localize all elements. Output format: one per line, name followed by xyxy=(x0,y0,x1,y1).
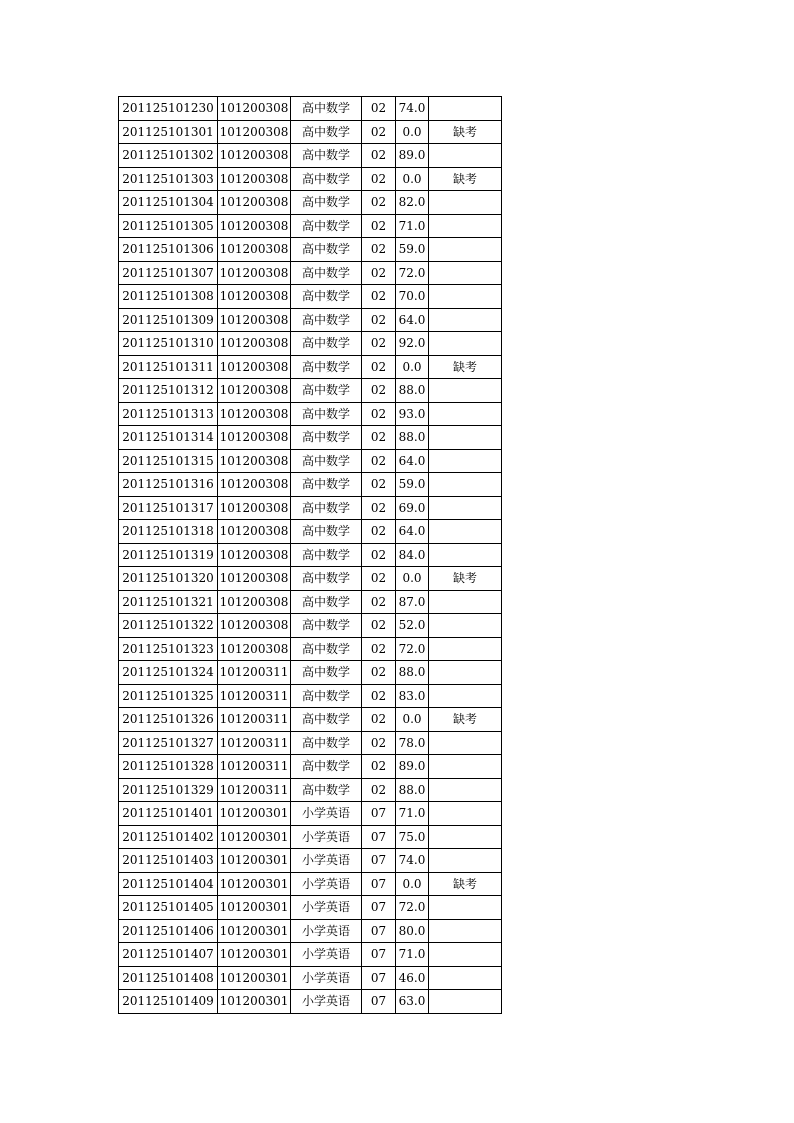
subject-cell: 高中数学 xyxy=(291,144,362,168)
exam-code-cell: 101200311 xyxy=(218,731,291,755)
score-cell: 52.0 xyxy=(396,614,429,638)
remark-cell xyxy=(429,755,502,779)
exam-code-cell: 101200308 xyxy=(218,120,291,144)
table-row xyxy=(119,261,502,285)
subject-cell: 小学英语 xyxy=(291,919,362,943)
subject-cell: 高中数学 xyxy=(291,755,362,779)
score-cell: 0.0 xyxy=(396,567,429,591)
table-row xyxy=(119,97,502,121)
candidate-id-cell: 201125101404 xyxy=(119,872,218,896)
remark-cell: 缺考 xyxy=(429,120,502,144)
table-row xyxy=(119,708,502,732)
score-cell: 83.0 xyxy=(396,684,429,708)
score-cell: 88.0 xyxy=(396,426,429,450)
remark-cell xyxy=(429,214,502,238)
exam-code-cell: 101200308 xyxy=(218,473,291,497)
table-row xyxy=(119,379,502,403)
score-cell: 88.0 xyxy=(396,379,429,403)
subject-cell: 高中数学 xyxy=(291,614,362,638)
group-code-cell: 02 xyxy=(362,379,396,403)
remark-cell xyxy=(429,896,502,920)
group-code-cell: 02 xyxy=(362,261,396,285)
score-cell: 71.0 xyxy=(396,214,429,238)
exam-code-cell: 101200308 xyxy=(218,238,291,262)
score-table xyxy=(118,96,502,1014)
group-code-cell: 02 xyxy=(362,191,396,215)
remark-cell xyxy=(429,285,502,309)
table-row xyxy=(119,966,502,990)
table-row xyxy=(119,238,502,262)
group-code-cell: 02 xyxy=(362,332,396,356)
exam-code-cell: 101200308 xyxy=(218,426,291,450)
candidate-id-cell: 201125101405 xyxy=(119,896,218,920)
candidate-id-cell: 201125101315 xyxy=(119,449,218,473)
candidate-id-cell: 201125101323 xyxy=(119,637,218,661)
remark-cell xyxy=(429,966,502,990)
table-row xyxy=(119,896,502,920)
score-cell: 0.0 xyxy=(396,708,429,732)
candidate-id-cell: 201125101310 xyxy=(119,332,218,356)
group-code-cell: 02 xyxy=(362,144,396,168)
subject-cell: 高中数学 xyxy=(291,567,362,591)
score-cell: 64.0 xyxy=(396,449,429,473)
exam-code-cell: 101200311 xyxy=(218,684,291,708)
subject-cell: 高中数学 xyxy=(291,543,362,567)
group-code-cell: 02 xyxy=(362,167,396,191)
score-cell: 71.0 xyxy=(396,943,429,967)
subject-cell: 高中数学 xyxy=(291,308,362,332)
table-row xyxy=(119,191,502,215)
subject-cell: 高中数学 xyxy=(291,778,362,802)
table-row xyxy=(119,849,502,873)
remark-cell xyxy=(429,614,502,638)
table-row xyxy=(119,285,502,309)
score-cell: 82.0 xyxy=(396,191,429,215)
candidate-id-cell: 201125101317 xyxy=(119,496,218,520)
table-row xyxy=(119,402,502,426)
score-cell: 78.0 xyxy=(396,731,429,755)
exam-code-cell: 101200308 xyxy=(218,637,291,661)
subject-cell: 小学英语 xyxy=(291,849,362,873)
group-code-cell: 02 xyxy=(362,590,396,614)
score-cell: 92.0 xyxy=(396,332,429,356)
table-row xyxy=(119,144,502,168)
group-code-cell: 07 xyxy=(362,849,396,873)
score-cell: 64.0 xyxy=(396,308,429,332)
subject-cell: 高中数学 xyxy=(291,285,362,309)
exam-code-cell: 101200308 xyxy=(218,144,291,168)
score-cell: 80.0 xyxy=(396,919,429,943)
table-row xyxy=(119,496,502,520)
exam-code-cell: 101200308 xyxy=(218,590,291,614)
candidate-id-cell: 201125101328 xyxy=(119,755,218,779)
remark-cell xyxy=(429,144,502,168)
subject-cell: 高中数学 xyxy=(291,238,362,262)
candidate-id-cell: 201125101318 xyxy=(119,520,218,544)
remark-cell xyxy=(429,731,502,755)
score-cell: 89.0 xyxy=(396,755,429,779)
subject-cell: 高中数学 xyxy=(291,661,362,685)
exam-code-cell: 101200311 xyxy=(218,661,291,685)
exam-code-cell: 101200308 xyxy=(218,261,291,285)
group-code-cell: 02 xyxy=(362,637,396,661)
table-row xyxy=(119,943,502,967)
candidate-id-cell: 201125101403 xyxy=(119,849,218,873)
group-code-cell: 07 xyxy=(362,896,396,920)
score-cell: 46.0 xyxy=(396,966,429,990)
group-code-cell: 02 xyxy=(362,684,396,708)
candidate-id-cell: 201125101305 xyxy=(119,214,218,238)
subject-cell: 高中数学 xyxy=(291,496,362,520)
exam-code-cell: 101200301 xyxy=(218,896,291,920)
subject-cell: 高中数学 xyxy=(291,355,362,379)
score-cell: 74.0 xyxy=(396,849,429,873)
exam-code-cell: 101200301 xyxy=(218,825,291,849)
exam-code-cell: 101200308 xyxy=(218,97,291,121)
exam-code-cell: 101200308 xyxy=(218,379,291,403)
score-cell: 0.0 xyxy=(396,120,429,144)
candidate-id-cell: 201125101401 xyxy=(119,802,218,826)
table-row xyxy=(119,120,502,144)
exam-code-cell: 101200308 xyxy=(218,449,291,473)
exam-code-cell: 101200308 xyxy=(218,285,291,309)
remark-cell xyxy=(429,402,502,426)
remark-cell: 缺考 xyxy=(429,708,502,732)
table-row xyxy=(119,684,502,708)
subject-cell: 高中数学 xyxy=(291,402,362,426)
group-code-cell: 02 xyxy=(362,661,396,685)
candidate-id-cell: 201125101326 xyxy=(119,708,218,732)
table-row xyxy=(119,567,502,591)
candidate-id-cell: 201125101230 xyxy=(119,97,218,121)
subject-cell: 高中数学 xyxy=(291,684,362,708)
remark-cell: 缺考 xyxy=(429,567,502,591)
remark-cell xyxy=(429,778,502,802)
exam-code-cell: 101200308 xyxy=(218,567,291,591)
table-row xyxy=(119,449,502,473)
remark-cell xyxy=(429,238,502,262)
score-cell: 69.0 xyxy=(396,496,429,520)
table-row xyxy=(119,543,502,567)
group-code-cell: 07 xyxy=(362,943,396,967)
subject-cell: 高中数学 xyxy=(291,590,362,614)
remark-cell xyxy=(429,919,502,943)
exam-code-cell: 101200311 xyxy=(218,778,291,802)
group-code-cell: 02 xyxy=(362,614,396,638)
table-row xyxy=(119,990,502,1014)
group-code-cell: 02 xyxy=(362,708,396,732)
remark-cell xyxy=(429,849,502,873)
exam-code-cell: 101200311 xyxy=(218,708,291,732)
table-row xyxy=(119,167,502,191)
subject-cell: 小学英语 xyxy=(291,966,362,990)
group-code-cell: 07 xyxy=(362,919,396,943)
candidate-id-cell: 201125101304 xyxy=(119,191,218,215)
remark-cell xyxy=(429,543,502,567)
score-cell: 84.0 xyxy=(396,543,429,567)
score-cell: 59.0 xyxy=(396,238,429,262)
score-cell: 0.0 xyxy=(396,167,429,191)
candidate-id-cell: 201125101311 xyxy=(119,355,218,379)
subject-cell: 高中数学 xyxy=(291,731,362,755)
score-cell: 88.0 xyxy=(396,778,429,802)
group-code-cell: 02 xyxy=(362,285,396,309)
group-code-cell: 07 xyxy=(362,802,396,826)
subject-cell: 高中数学 xyxy=(291,637,362,661)
score-cell: 63.0 xyxy=(396,990,429,1014)
exam-code-cell: 101200301 xyxy=(218,872,291,896)
remark-cell xyxy=(429,426,502,450)
group-code-cell: 02 xyxy=(362,426,396,450)
exam-code-cell: 101200311 xyxy=(218,755,291,779)
exam-code-cell: 101200308 xyxy=(218,332,291,356)
exam-code-cell: 101200301 xyxy=(218,802,291,826)
candidate-id-cell: 201125101312 xyxy=(119,379,218,403)
remark-cell: 缺考 xyxy=(429,872,502,896)
candidate-id-cell: 201125101327 xyxy=(119,731,218,755)
subject-cell: 高中数学 xyxy=(291,426,362,450)
candidate-id-cell: 201125101308 xyxy=(119,285,218,309)
table-row xyxy=(119,637,502,661)
table-row xyxy=(119,214,502,238)
remark-cell xyxy=(429,943,502,967)
remark-cell xyxy=(429,97,502,121)
candidate-id-cell: 201125101303 xyxy=(119,167,218,191)
candidate-id-cell: 201125101406 xyxy=(119,919,218,943)
subject-cell: 高中数学 xyxy=(291,449,362,473)
candidate-id-cell: 201125101319 xyxy=(119,543,218,567)
score-cell: 64.0 xyxy=(396,520,429,544)
subject-cell: 小学英语 xyxy=(291,802,362,826)
candidate-id-cell: 201125101316 xyxy=(119,473,218,497)
group-code-cell: 07 xyxy=(362,990,396,1014)
group-code-cell: 02 xyxy=(362,449,396,473)
exam-code-cell: 101200301 xyxy=(218,849,291,873)
score-cell: 0.0 xyxy=(396,355,429,379)
remark-cell: 缺考 xyxy=(429,167,502,191)
group-code-cell: 07 xyxy=(362,825,396,849)
candidate-id-cell: 201125101324 xyxy=(119,661,218,685)
group-code-cell: 02 xyxy=(362,355,396,379)
subject-cell: 高中数学 xyxy=(291,191,362,215)
subject-cell: 高中数学 xyxy=(291,97,362,121)
remark-cell xyxy=(429,520,502,544)
group-code-cell: 02 xyxy=(362,755,396,779)
subject-cell: 高中数学 xyxy=(291,261,362,285)
table-row xyxy=(119,426,502,450)
score-cell: 59.0 xyxy=(396,473,429,497)
group-code-cell: 02 xyxy=(362,543,396,567)
remark-cell xyxy=(429,637,502,661)
group-code-cell: 07 xyxy=(362,966,396,990)
candidate-id-cell: 201125101322 xyxy=(119,614,218,638)
score-cell: 74.0 xyxy=(396,97,429,121)
score-cell: 89.0 xyxy=(396,144,429,168)
group-code-cell: 02 xyxy=(362,778,396,802)
candidate-id-cell: 201125101314 xyxy=(119,426,218,450)
table-row xyxy=(119,614,502,638)
candidate-id-cell: 201125101321 xyxy=(119,590,218,614)
subject-cell: 高中数学 xyxy=(291,520,362,544)
table-row xyxy=(119,590,502,614)
group-code-cell: 02 xyxy=(362,402,396,426)
score-table-body xyxy=(119,97,502,1014)
remark-cell xyxy=(429,825,502,849)
remark-cell xyxy=(429,308,502,332)
remark-cell xyxy=(429,802,502,826)
subject-cell: 高中数学 xyxy=(291,167,362,191)
subject-cell: 小学英语 xyxy=(291,825,362,849)
exam-code-cell: 101200308 xyxy=(218,308,291,332)
exam-code-cell: 101200301 xyxy=(218,919,291,943)
exam-code-cell: 101200308 xyxy=(218,167,291,191)
score-cell: 72.0 xyxy=(396,637,429,661)
remark-cell xyxy=(429,684,502,708)
candidate-id-cell: 201125101320 xyxy=(119,567,218,591)
remark-cell xyxy=(429,590,502,614)
score-cell: 0.0 xyxy=(396,872,429,896)
subject-cell: 小学英语 xyxy=(291,990,362,1014)
group-code-cell: 02 xyxy=(362,308,396,332)
exam-code-cell: 101200308 xyxy=(218,543,291,567)
score-cell: 88.0 xyxy=(396,661,429,685)
remark-cell xyxy=(429,191,502,215)
exam-code-cell: 101200308 xyxy=(218,191,291,215)
remark-cell xyxy=(429,496,502,520)
remark-cell: 缺考 xyxy=(429,355,502,379)
candidate-id-cell: 201125101301 xyxy=(119,120,218,144)
score-cell: 71.0 xyxy=(396,802,429,826)
remark-cell xyxy=(429,332,502,356)
candidate-id-cell: 201125101402 xyxy=(119,825,218,849)
table-row xyxy=(119,332,502,356)
table-row xyxy=(119,872,502,896)
score-cell: 87.0 xyxy=(396,590,429,614)
remark-cell xyxy=(429,379,502,403)
candidate-id-cell: 201125101325 xyxy=(119,684,218,708)
group-code-cell: 02 xyxy=(362,567,396,591)
table-row xyxy=(119,731,502,755)
exam-code-cell: 101200308 xyxy=(218,402,291,426)
subject-cell: 小学英语 xyxy=(291,896,362,920)
candidate-id-cell: 201125101306 xyxy=(119,238,218,262)
table-row xyxy=(119,661,502,685)
table-row xyxy=(119,778,502,802)
group-code-cell: 02 xyxy=(362,97,396,121)
group-code-cell: 02 xyxy=(362,120,396,144)
subject-cell: 高中数学 xyxy=(291,473,362,497)
subject-cell: 高中数学 xyxy=(291,214,362,238)
remark-cell xyxy=(429,449,502,473)
table-row xyxy=(119,755,502,779)
table-row xyxy=(119,802,502,826)
candidate-id-cell: 201125101408 xyxy=(119,966,218,990)
subject-cell: 小学英语 xyxy=(291,872,362,896)
table-row xyxy=(119,825,502,849)
candidate-id-cell: 201125101307 xyxy=(119,261,218,285)
subject-cell: 小学英语 xyxy=(291,943,362,967)
exam-code-cell: 101200308 xyxy=(218,520,291,544)
group-code-cell: 02 xyxy=(362,496,396,520)
score-cell: 75.0 xyxy=(396,825,429,849)
group-code-cell: 07 xyxy=(362,872,396,896)
remark-cell xyxy=(429,473,502,497)
exam-code-cell: 101200301 xyxy=(218,966,291,990)
table-row xyxy=(119,919,502,943)
table-row xyxy=(119,473,502,497)
score-cell: 93.0 xyxy=(396,402,429,426)
remark-cell xyxy=(429,661,502,685)
exam-code-cell: 101200301 xyxy=(218,943,291,967)
candidate-id-cell: 201125101409 xyxy=(119,990,218,1014)
group-code-cell: 02 xyxy=(362,473,396,497)
exam-code-cell: 101200308 xyxy=(218,614,291,638)
table-row xyxy=(119,520,502,544)
candidate-id-cell: 201125101329 xyxy=(119,778,218,802)
candidate-id-cell: 201125101407 xyxy=(119,943,218,967)
remark-cell xyxy=(429,261,502,285)
exam-code-cell: 101200308 xyxy=(218,214,291,238)
candidate-id-cell: 201125101313 xyxy=(119,402,218,426)
candidate-id-cell: 201125101302 xyxy=(119,144,218,168)
candidate-id-cell: 201125101309 xyxy=(119,308,218,332)
remark-cell xyxy=(429,990,502,1014)
score-cell: 72.0 xyxy=(396,261,429,285)
group-code-cell: 02 xyxy=(362,731,396,755)
subject-cell: 高中数学 xyxy=(291,379,362,403)
subject-cell: 高中数学 xyxy=(291,120,362,144)
score-cell: 70.0 xyxy=(396,285,429,309)
exam-code-cell: 101200308 xyxy=(218,355,291,379)
group-code-cell: 02 xyxy=(362,520,396,544)
table-row xyxy=(119,308,502,332)
score-cell: 72.0 xyxy=(396,896,429,920)
table-row xyxy=(119,355,502,379)
group-code-cell: 02 xyxy=(362,214,396,238)
subject-cell: 高中数学 xyxy=(291,332,362,356)
group-code-cell: 02 xyxy=(362,238,396,262)
exam-code-cell: 101200308 xyxy=(218,496,291,520)
exam-code-cell: 101200301 xyxy=(218,990,291,1014)
subject-cell: 高中数学 xyxy=(291,708,362,732)
